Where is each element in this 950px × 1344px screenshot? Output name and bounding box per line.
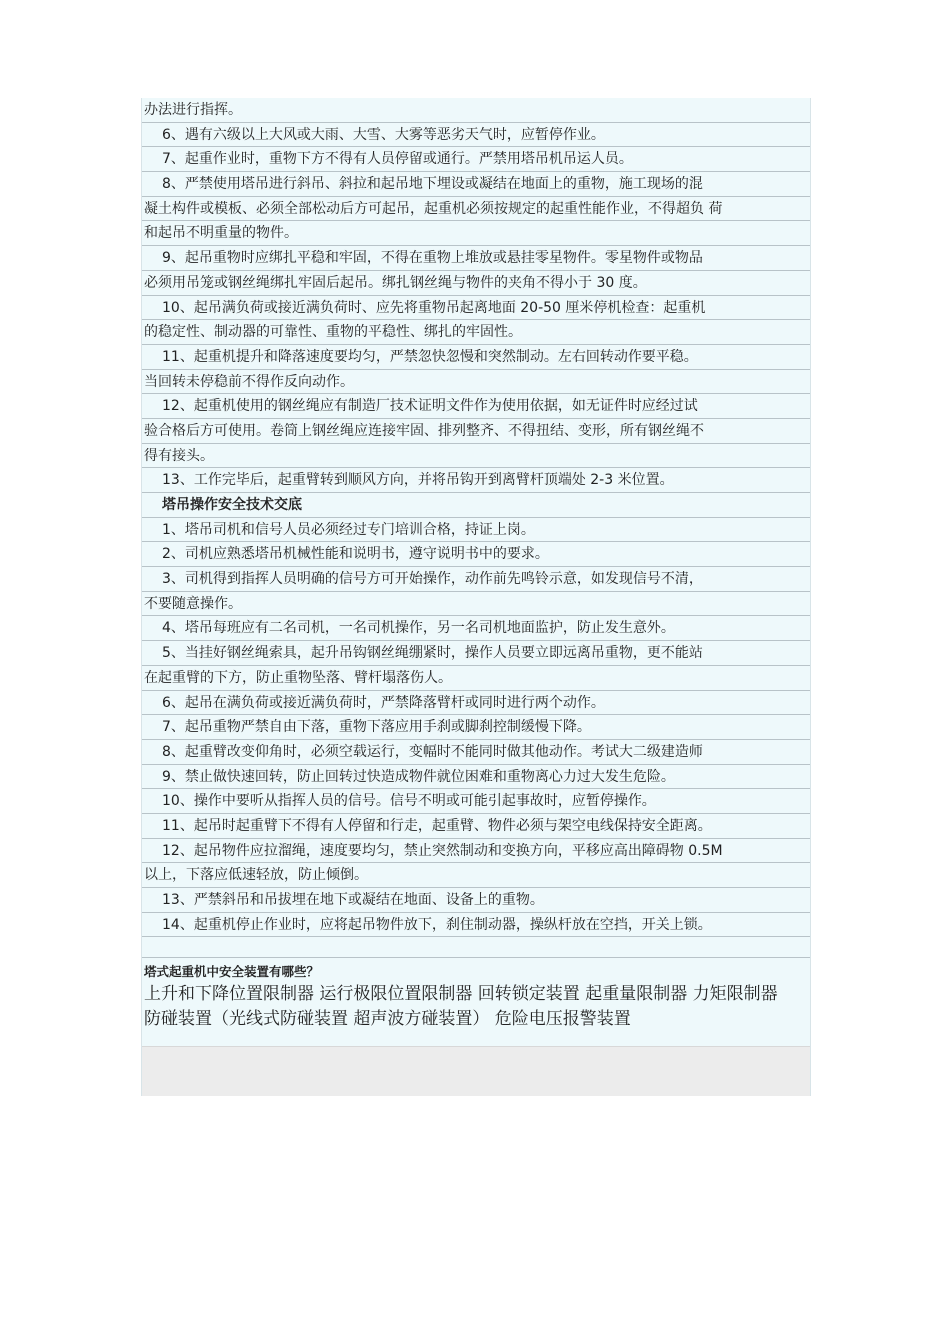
text-line: 以上，下落应低速轻放，防止倾倒。 bbox=[142, 863, 810, 888]
text-line: 11、起吊时起重臂下不得有人停留和行走，起重臂、物件必须与架空电线保持安全距离。 bbox=[142, 814, 810, 839]
text-line: 验合格后方可使用。卷筒上钢丝绳应连接牢固、排列整齐、不得扭结、变形，所有钢丝绳不 bbox=[142, 419, 810, 444]
text-line: 8、严禁使用塔吊进行斜吊、斜拉和起吊地下埋设或凝结在地面上的重物，施工现场的混 bbox=[142, 172, 810, 197]
text-line: 在起重臂的下方，防止重物坠落、臂杆塌落伤人。 bbox=[142, 666, 810, 691]
text-line: 13、工作完毕后，起重臂转到顺风方向，并将吊钩开到离臂杆顶端处 2-3 米位置。 bbox=[142, 468, 810, 493]
text-line: 办法进行指挥。 bbox=[142, 98, 810, 123]
footer-band bbox=[142, 1046, 810, 1096]
question-answer: 上升和下降位置限制器 运行极限位置限制器 回转锁定装置 起重量限制器 力矩限制器 防碰装置（光线式防碰装置 超声波方碰装置） 危险电压报警装置 bbox=[144, 984, 778, 1030]
text-line: 10、操作中要听从指挥人员的信号。信号不明或可能引起事故时，应暂停操作。 bbox=[142, 789, 810, 814]
text-line: 当回转未停稳前不得作反向动作。 bbox=[142, 370, 810, 395]
section-gap bbox=[142, 937, 810, 958]
text-line: 13、严禁斜吊和吊拔埋在地下或凝结在地面、设备上的重物。 bbox=[142, 888, 810, 913]
text-line: 的稳定性、制动器的可靠性、重物的平稳性、绑扎的牢固性。 bbox=[142, 320, 810, 345]
text-line: 6、起吊在满负荷或接近满负荷时，严禁降落臂杆或同时进行两个动作。 bbox=[142, 691, 810, 716]
text-line: 7、起吊重物严禁自由下落，重物下落应用手刹或脚刹控制缓慢下降。 bbox=[142, 715, 810, 740]
text-line: 12、起吊物件应拉溜绳，速度要均匀，禁止突然制动和变换方向，平移应高出障碍物 0.5M bbox=[142, 839, 810, 864]
text-line: 和起吊不明重量的物件。 bbox=[142, 221, 810, 246]
text-line: 10、起吊满负荷或接近满负荷时、应先将重物吊起离地面 20-50 厘米停机检查：起重机 bbox=[142, 296, 810, 321]
text-line: 得有接头。 bbox=[142, 444, 810, 469]
text-line: 4、塔吊每班应有二名司机，一名司机操作，另一名司机地面监护，防止发生意外。 bbox=[142, 616, 810, 641]
text-line: 不要随意操作。 bbox=[142, 592, 810, 617]
text-line: 6、遇有六级以上大风或大雨、大雪、大雾等恶劣天气时，应暂停作业。 bbox=[142, 123, 810, 148]
text-lines bbox=[142, 98, 810, 937]
text-line: 14、起重机停止作业时，应将起吊物件放下，刹住制动器，操纵杆放在空挡，开关上锁。 bbox=[142, 913, 810, 938]
question-title: 塔式起重机中安全装置有哪些？ bbox=[144, 964, 320, 980]
text-line: 1、塔吊司机和信号人员必须经过专门培训合格，持证上岗。 bbox=[142, 518, 810, 543]
text-line: 7、起重作业时，重物下方不得有人员停留或通行。严禁用塔吊机吊运人员。 bbox=[142, 147, 810, 172]
text-line: 凝土构件或模板、必须全部松动后方可起吊，起重机必须按规定的起重性能作业，不得超负 荷 bbox=[142, 197, 810, 222]
text-line: 9、起吊重物时应绑扎平稳和牢固，不得在重物上堆放或悬挂零星物件。零星物件或物品 bbox=[142, 246, 810, 271]
document-page bbox=[141, 98, 811, 1096]
text-line: 3、司机得到指挥人员明确的信号方可开始操作，动作前先鸣铃示意，如发现信号不清， bbox=[142, 567, 810, 592]
text-line: 必须用吊笼或钢丝绳绑扎牢固后起吊。绑扎钢丝绳与物件的夹角不得小于 30 度。 bbox=[142, 271, 810, 296]
text-line: 5、当挂好钢丝绳索具，起升吊钩钢丝绳绷紧时，操作人员要立即远离吊重物，更不能站 bbox=[142, 641, 810, 666]
text-line: 8、起重臂改变仰角时，必须空载运行，变幅时不能同时做其他动作。考试大二级建造师 bbox=[142, 740, 810, 765]
document-content bbox=[142, 98, 810, 1032]
text-line: 2、司机应熟悉塔吊机械性能和说明书，遵守说明书中的要求。 bbox=[142, 542, 810, 567]
text-line: 11、起重机提升和降落速度要均匀，严禁忽快忽慢和突然制动。左右回转动作要平稳。 bbox=[142, 345, 810, 370]
text-line: 9、禁止做快速回转，防止回转过快造成物件就位困难和重物离心力过大发生危险。 bbox=[142, 765, 810, 790]
section-heading: 塔吊操作安全技术交底 bbox=[142, 493, 810, 518]
text-line: 12、起重机使用的钢丝绳应有制造厂技术证明文件作为使用依据，如无证件时应经过试 bbox=[142, 394, 810, 419]
